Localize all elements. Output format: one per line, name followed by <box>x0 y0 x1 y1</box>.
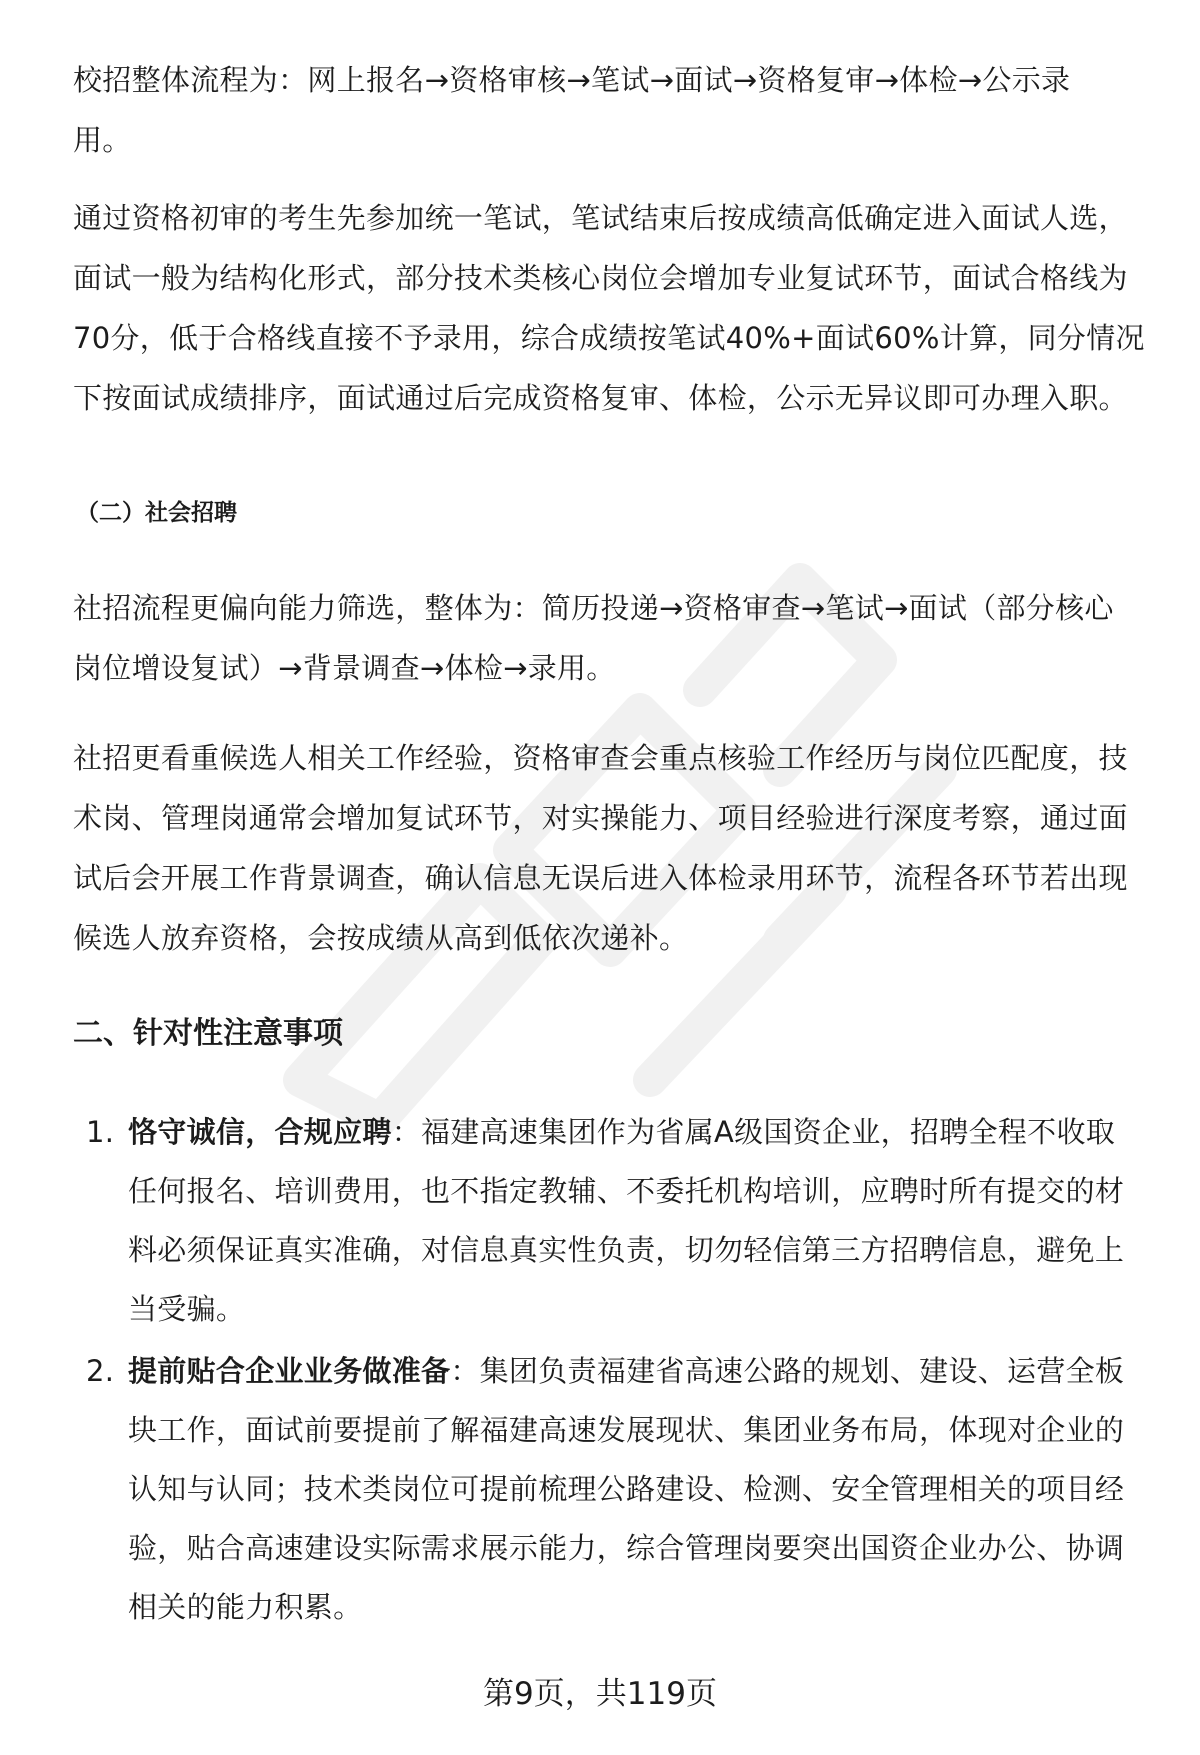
page-number-footer: 第9页，共119页 <box>483 1676 717 1712</box>
campus-detail-paragraph <box>73 188 1153 428</box>
list-item-title: 提前贴合企业业务做准备 <box>128 1354 451 1388</box>
social-flow-line: 岗位增设复试）→背景调查→体检→录用。 <box>73 651 616 685</box>
campus-flow-line: 校招整体流程为：网上报名→资格审核→笔试→面试→资格复审→体检→公示录 <box>73 63 1071 97</box>
social-detail-line: 试后会开展工作背景调查，确认信息无误后进入体检录用环节，流程各环节若出现 <box>73 861 1128 895</box>
list-item-line: 任何报名、培训费用，也不指定教辅、不委托机构培训，应聘时所有提交的材 <box>128 1174 1125 1208</box>
list-item-first-line <box>128 1103 1168 1162</box>
list-item-first-line-text: ：集团负责福建省高速公路的规划、建设、运营全板 <box>450 1354 1125 1388</box>
section-heading: 二、针对性注意事项 <box>73 1016 343 1051</box>
campus-detail-line: 通过资格初审的考生先参加统一笔试，笔试结束后按成绩高低确定进入面试人选， <box>73 201 1128 235</box>
social-detail-line: 候选人放弃资格，会按成绩从高到低依次递补。 <box>73 921 689 955</box>
list-item-body <box>128 1103 1168 1339</box>
list-item-first-line <box>128 1342 1168 1401</box>
list-item-first-line-text: ：福建高速集团作为省属A级国资企业，招聘全程不收取 <box>391 1115 1116 1149</box>
social-detail-line: 社招更看重候选人相关工作经验，资格审查会重点核验工作经历与岗位匹配度，技 <box>73 741 1128 775</box>
list-item-line: 验，贴合高速建设实际需求展示能力，综合管理岗要突出国资企业办公、协调 <box>128 1531 1125 1565</box>
list-item-number: 2. <box>86 1354 115 1388</box>
list-item-line: 相关的能力积累。 <box>128 1590 363 1624</box>
campus-flow-paragraph <box>73 50 1153 170</box>
list-item-line: 块工作，面试前要提前了解福建高速发展现状、集团业务布局，体现对企业的 <box>128 1413 1125 1447</box>
campus-detail-line: 70分，低于合格线直接不予录用，综合成绩按笔试40%+面试60%计算，同分情况 <box>73 321 1145 355</box>
list-item-number: 1. <box>86 1115 115 1149</box>
social-detail-paragraph <box>73 728 1153 968</box>
list-item-line: 料必须保证真实准确，对信息真实性负责，切勿轻信第三方招聘信息，避免上 <box>128 1233 1125 1267</box>
social-detail-line: 术岗、管理岗通常会增加复试环节，对实操能力、项目经验进行深度考察，通过面 <box>73 801 1128 835</box>
campus-detail-line: 下按面试成绩排序，面试通过后完成资格复审、体检，公示无异议即可办理入职。 <box>73 381 1128 415</box>
list-item-line: 认知与认同；技术类岗位可提前梳理公路建设、检测、安全管理相关的项目经 <box>128 1472 1125 1506</box>
campus-detail-line: 面试一般为结构化形式，部分技术类核心岗位会增加专业复试环节，面试合格线为 <box>73 261 1128 295</box>
list-item-line: 当受骗。 <box>128 1292 246 1326</box>
list-item-body <box>128 1342 1168 1637</box>
social-flow-line: 社招流程更偏向能力筛选，整体为：简历投递→资格审查→笔试→面试（部分核心 <box>73 591 1114 625</box>
social-flow-paragraph <box>73 578 1153 698</box>
social-recruitment-subheading: （二）社会招聘 <box>76 500 237 526</box>
campus-flow-line: 用。 <box>73 123 132 157</box>
list-item-title: 恪守诚信，合规应聘 <box>128 1115 392 1149</box>
